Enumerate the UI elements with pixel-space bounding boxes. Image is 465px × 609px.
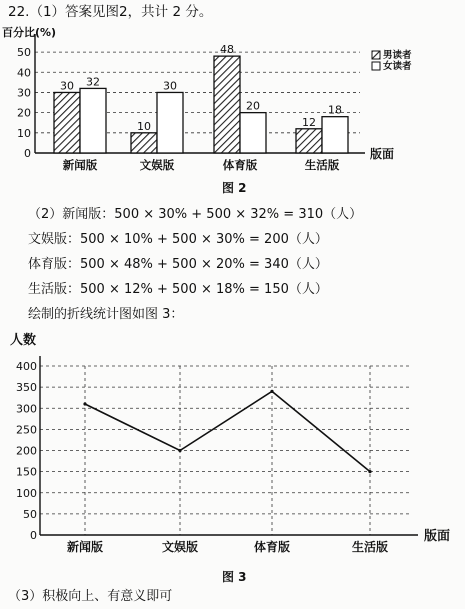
fig2-legend-swatch [372,51,380,59]
fig2-data-label: 30 [60,79,74,93]
figure-3-caption: 图 3 [222,570,247,584]
fig3-ytick-label: 250 [16,423,37,437]
fig3-ylabel: 人数 [10,333,37,348]
fig3-ytick-label: 150 [16,465,37,479]
fig3-labels [16,360,388,554]
fig2-legend-label: 女读者 [383,61,412,72]
fig2-category-label: 体育版 [222,158,258,172]
fig2-bars [54,56,348,153]
fig2-legend-swatch [372,62,380,70]
fig3-point [83,402,86,405]
fig2-ytick-label: 40 [17,66,31,80]
fig2-bar [54,92,80,153]
fig2-category-label: 文娱版 [139,158,175,172]
fig2-bar [214,56,240,153]
fig2-data-label: 10 [137,119,151,133]
fig3-ytick-label: 50 [23,507,37,521]
fig2-data-label: 30 [163,79,177,93]
fig2-legend [372,49,412,72]
fig2-ytick-label: 20 [17,106,31,120]
figure-2-bar-chart [0,20,465,200]
fig3-grid [40,356,418,535]
fig3-category-label: 文娱版 [161,540,199,554]
fig2-ytick-label: 0 [24,147,31,160]
question-header: 22.（1）答案见图2，共计 2 分。 [8,4,213,20]
fig2-bar [240,113,266,153]
part3-text: （3）积极向上、有意义即可 [8,589,173,604]
fig2-ylabel: 百分比(%) [2,26,57,39]
fig2-xlabel: 版面 [370,147,395,161]
fig2-bar [322,117,348,153]
fig3-ytick-label: 200 [16,444,37,458]
fig2-data-label: 48 [220,43,234,57]
fig3-ytick-label: 0 [30,529,37,542]
fig2-data-label: 12 [302,115,316,129]
fig3-point [368,470,371,473]
fig2-ytick-label: 30 [17,86,31,100]
part2-line-5: 绘制的折线统计图如图 3： [28,307,184,322]
fig3-series-line [85,391,370,471]
fig3-ytick-label: 300 [16,402,37,416]
fig3-point [178,449,181,452]
fig2-bar [157,92,183,153]
fig3-category-label: 体育版 [253,540,291,554]
fig2-category-label: 生活版 [304,158,340,172]
fig2-category-label: 新闻版 [62,158,98,172]
part2-line-4: 生活版：500 × 12% + 500 × 18% = 150（人） [28,282,328,297]
fig3-point [270,390,273,393]
figure-2-caption: 图 2 [222,181,247,195]
fig2-bar [131,133,157,153]
fig2-data-label: 32 [86,75,100,89]
fig2-legend-label: 男读者 [383,50,412,61]
part2-line-1: （2）新闻版：500 × 30% + 500 × 32% = 310（人） [28,207,363,222]
fig3-xlabel: 版面 [424,529,451,544]
fig3-ytick-label: 100 [16,486,37,500]
fig3-category-label: 新闻版 [66,540,104,554]
fig2-data-label: 18 [328,103,342,117]
fig2-data-label: 20 [246,99,260,113]
fig2-bar [296,129,322,153]
part2-line-3: 体育版：500 × 48% + 500 × 20% = 340（人） [28,257,328,272]
fig3-ytick-label: 350 [16,381,37,395]
fig2-bar [80,88,106,153]
figure-3-line-chart [0,328,465,568]
fig2-ytick-label: 10 [17,126,31,140]
fig3-category-label: 生活版 [351,540,389,554]
fig2-ytick-label: 50 [17,46,31,60]
fig3-line [83,390,371,473]
fig3-ytick-label: 400 [16,360,37,373]
part2-line-2: 文娱版：500 × 10% + 500 × 30% = 200（人） [28,232,328,247]
